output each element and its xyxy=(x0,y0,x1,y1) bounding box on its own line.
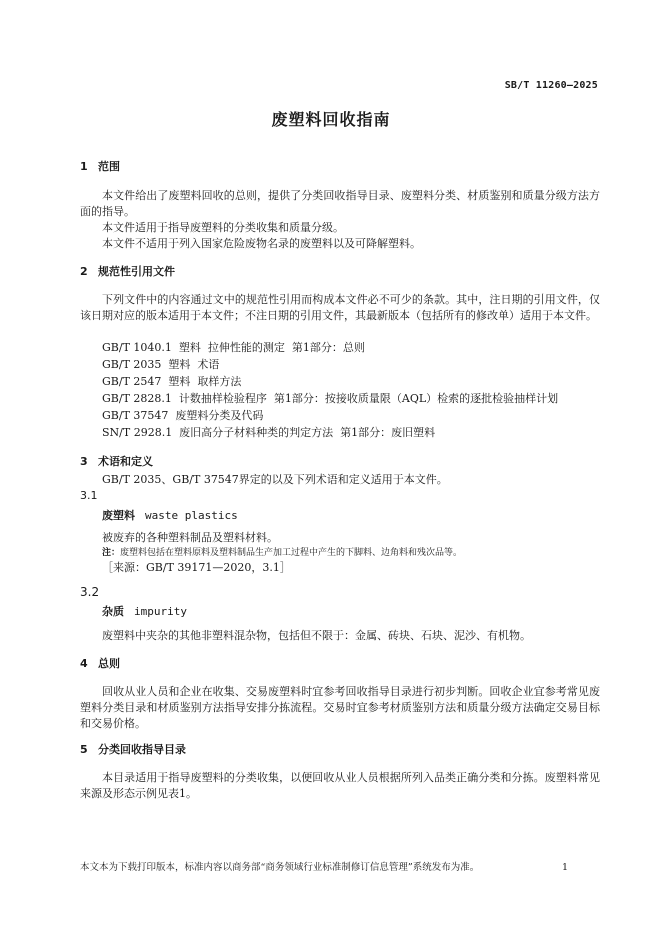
note-label: 注： xyxy=(102,548,121,558)
note-text: 废塑料包括在塑料原料及塑料制品生产加工过程中产生的下脚料、边角料和残次品等。 xyxy=(120,548,463,558)
reference-item: GB/T 37547 废塑料分类及代码 xyxy=(102,409,264,422)
term-number: 3.1 xyxy=(80,489,98,502)
section-3-intro: GB/T 2035、GB/T 37547界定的以及下列术语和定义适用于本文件。 xyxy=(102,473,448,486)
term-number: 3.2 xyxy=(80,585,100,599)
section-number: 5 xyxy=(80,743,88,756)
page-number: 1 xyxy=(562,862,569,873)
section-number: 4 xyxy=(80,657,88,670)
term-source: ［来源：GB/T 39171—2020，3.1］ xyxy=(102,561,291,574)
section-number: 3 xyxy=(80,455,88,468)
term-heading xyxy=(102,508,238,524)
section-1-heading xyxy=(80,159,120,175)
reference-item: GB/T 2828.1 计数抽样检验程序 第1部分：按接收质量限（AQL）检索的逐批检验抽样计划 xyxy=(102,392,559,405)
section-4-paragraph: 回收从业人员和企业在收集、交易废塑料时宜参考回收指导目录进行初步判断。回收企业宜参考常见废塑料分类目录和材质鉴别方法指导安排分拣流程。交易时宜参考材质鉴别方法和质量分级方法确定交易目标和交易价格。 xyxy=(80,685,600,730)
term-definition: 被废弃的各种塑料制品及塑料材料。 xyxy=(102,531,278,544)
term-name: 废塑料 xyxy=(102,509,135,522)
term-note xyxy=(102,545,462,561)
term-english: impurity xyxy=(134,605,187,618)
section-3-heading xyxy=(80,454,153,470)
section-2-intro: 下列文件中的内容通过文中的规范性引用而构成本文件必不可少的条款。其中，注日期的引用文件，仅该日期对应的版本适用于本文件；不注日期的引用文件，其最新版本（包括所有的修改单）适用于本文件。 xyxy=(80,293,600,322)
section-5-heading xyxy=(80,742,186,758)
section-4-heading xyxy=(80,656,120,672)
section-title: 规范性引用文件 xyxy=(98,265,175,278)
section-title: 范围 xyxy=(98,160,120,173)
section-2-heading xyxy=(80,264,175,280)
footer-notice: 本文本为下载打印版本，标准内容以商务部“商务领域行业标准制修订信息管理”系统发布为准。 xyxy=(80,862,480,873)
term-name: 杂质 xyxy=(102,605,124,618)
reference-item: SN/T 2928.1 废旧高分子材料种类的判定方法 第1部分：废旧塑料 xyxy=(102,426,436,439)
section-number: 1 xyxy=(80,160,88,173)
section-title: 分类回收指导目录 xyxy=(98,743,186,756)
reference-item: GB/T 2035 塑料 术语 xyxy=(102,358,220,371)
standard-code: SB/T 11260—2025 xyxy=(504,80,598,91)
term-heading xyxy=(102,604,187,620)
term-definition: 废塑料中夹杂的其他非塑料混杂物，包括但不限于：金属、砖块、石块、泥沙、有机物。 xyxy=(102,629,531,642)
section-number: 2 xyxy=(80,265,88,278)
section-title: 术语和定义 xyxy=(98,455,153,468)
reference-item: GB/T 2547 塑料 取样方法 xyxy=(102,375,242,388)
section-1-paragraph-1: 本文件给出了废塑料回收的总则，提供了分类回收指导目录、废塑料分类、材质鉴别和质量分级方法方面的指导。 xyxy=(80,189,600,218)
section-1-paragraph-2: 本文件适用于指导废塑料的分类收集和质量分级。 xyxy=(102,221,344,234)
term-english: waste plastics xyxy=(145,509,238,522)
section-1-paragraph-3: 本文件不适用于列入国家危险废物名录的废塑料以及可降解塑料。 xyxy=(102,237,421,250)
reference-item: GB/T 1040.1 塑料 拉伸性能的测定 第1部分：总则 xyxy=(102,341,365,354)
section-5-paragraph: 本目录适用于指导废塑料的分类收集，以便回收从业人员根据所列入品类正确分类和分拣。废塑料常见来源及形态示例见表1。 xyxy=(80,771,600,800)
document-title: 废塑料回收指南 xyxy=(271,110,391,129)
section-title: 总则 xyxy=(98,657,120,670)
